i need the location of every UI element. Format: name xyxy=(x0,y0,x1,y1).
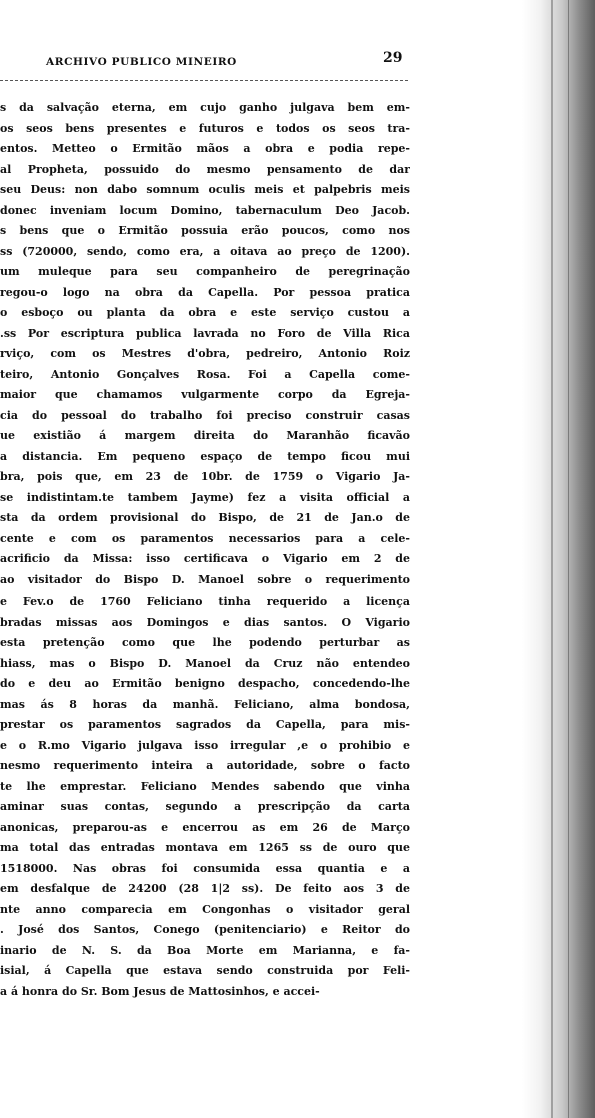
text-line: e Fev.o de 1760 Feliciano tinha requerido a licença xyxy=(0,595,410,608)
text-line: mas ás 8 horas da manhã. Feliciano, alma bondosa, xyxy=(0,697,410,711)
text-line: nte anno comparecia em Congonhas o visitador geral xyxy=(0,902,410,916)
text-line: al Propheta, possuido do mesmo pensamento de dar xyxy=(0,162,410,176)
text-line: esta pretenção como que lhe podendo perturbar as xyxy=(0,636,410,649)
text-line: .ss Por escriptura publica lavrada no Foro de Villa Rica xyxy=(0,326,410,340)
text-line: sta da ordem provisional do Bispo, de 21 de Jan.o de xyxy=(0,511,410,524)
text-line: em desfalque de 24200 (28 1|2 ss). De feito aos 3 de xyxy=(0,882,410,895)
text-line: do e deu ao Ermitão benigno despacho, concedendo-lhe xyxy=(0,677,410,690)
text-line: a distancia. Em pequeno espaço de tempo ficou mui xyxy=(0,449,410,463)
text-line: te lhe emprestar. Feliciano Mendes sabendo que vinha xyxy=(0,779,410,793)
text-line: . José dos Santos, Conego (penitenciario) e Reitor do xyxy=(0,923,410,936)
book-gutter-shadow xyxy=(522,0,595,1118)
text-line: 1518000. Nas obras foi consumida essa quantia e a xyxy=(0,861,410,875)
text-line: aminar suas contas, segundo a prescripção da carta xyxy=(0,800,410,813)
text-line: inario de N. S. da Boa Morte em Marianna, e fa- xyxy=(0,943,410,957)
text-line: regou-o logo na obra da Capella. Por pessoa pratica xyxy=(0,285,410,299)
text-line: hiass, mas o Bispo D. Manoel da Cruz não entendeo xyxy=(0,656,410,670)
text-line: entos. Metteo o Ermitão mãos a obra e podia repe- xyxy=(0,142,410,155)
text-line: anonicas, preparou-as e encerrou as em 26 de Março xyxy=(0,820,410,834)
paragraph-1 xyxy=(0,98,410,590)
text-line: a á honra do Sr. Bom Jesus de Mattosinhos, e accei- xyxy=(0,984,320,998)
text-line: os seos bens presentes e futuros e todos os seos tra- xyxy=(0,121,410,135)
text-line: s da salvação eterna, em cujo ganho julgava bem em- xyxy=(0,101,410,114)
gutter-fold-line xyxy=(551,0,553,1118)
running-head-title: ARCHIVO PUBLICO MINEIRO xyxy=(46,56,237,68)
text-line: nesmo requerimento inteira a autoridade, sobre o facto xyxy=(0,759,410,772)
header-rule xyxy=(0,80,408,81)
text-line: donec inveniam locum Domino, tabernaculum Deo Jacob. xyxy=(0,203,410,217)
text-line: ue existião á margem direita do Maranhão ficavão xyxy=(0,429,410,442)
page-number: 29 xyxy=(383,50,403,66)
text-line: bra, pois que, em 23 de 10br. de 1759 o Vigario Ja- xyxy=(0,470,410,483)
gutter-edge-line xyxy=(568,0,569,1118)
text-line: um muleque para seu companheiro de peregrinação xyxy=(0,265,410,278)
text-line: s bens que o Ermitão possuia erão poucos, como nos xyxy=(0,224,410,237)
text-line: rviço, com os Mestres d'obra, pedreiro, Antonio Roiz xyxy=(0,347,410,360)
text-line: acrificio da Missa: isso certificava o Vigario em 2 de xyxy=(0,552,410,565)
text-line: prestar os paramentos sagrados da Capella, para mis- xyxy=(0,718,410,731)
text-line: ss (720000, sendo, como era, a oitava ao preço de 1200). xyxy=(0,244,410,258)
text-line: cia do pessoal do trabalho foi preciso construir casas xyxy=(0,408,410,422)
text-line: bradas missas aos Domingos e dias santos. O Vigario xyxy=(0,615,410,629)
text-line: e o R.mo Vigario julgava isso irregular ,e o prohibio e xyxy=(0,738,410,752)
text-line: teiro, Antonio Gonçalves Rosa. Foi a Capella come- xyxy=(0,367,410,381)
text-line: ma total das entradas montava em 1265 ss de ouro que xyxy=(0,841,410,854)
paragraph-2 xyxy=(0,592,410,1002)
text-line: maior que chamamos vulgarmente corpo da Egreja- xyxy=(0,388,410,401)
text-line: se indistintam.te tambem Jayme) fez a visita official a xyxy=(0,490,410,504)
text-line: ao visitador do Bispo D. Manoel sobre o requerimento xyxy=(0,572,410,586)
text-line: cente e com os paramentos necessarios para a cele- xyxy=(0,531,410,545)
text-line: o esboço ou planta da obra e este serviço custou a xyxy=(0,306,410,319)
text-line: isial, á Capella que estava sendo construida por Feli- xyxy=(0,964,410,977)
text-line: seu Deus: non dabo somnum oculis meis et palpebris meis xyxy=(0,183,410,196)
